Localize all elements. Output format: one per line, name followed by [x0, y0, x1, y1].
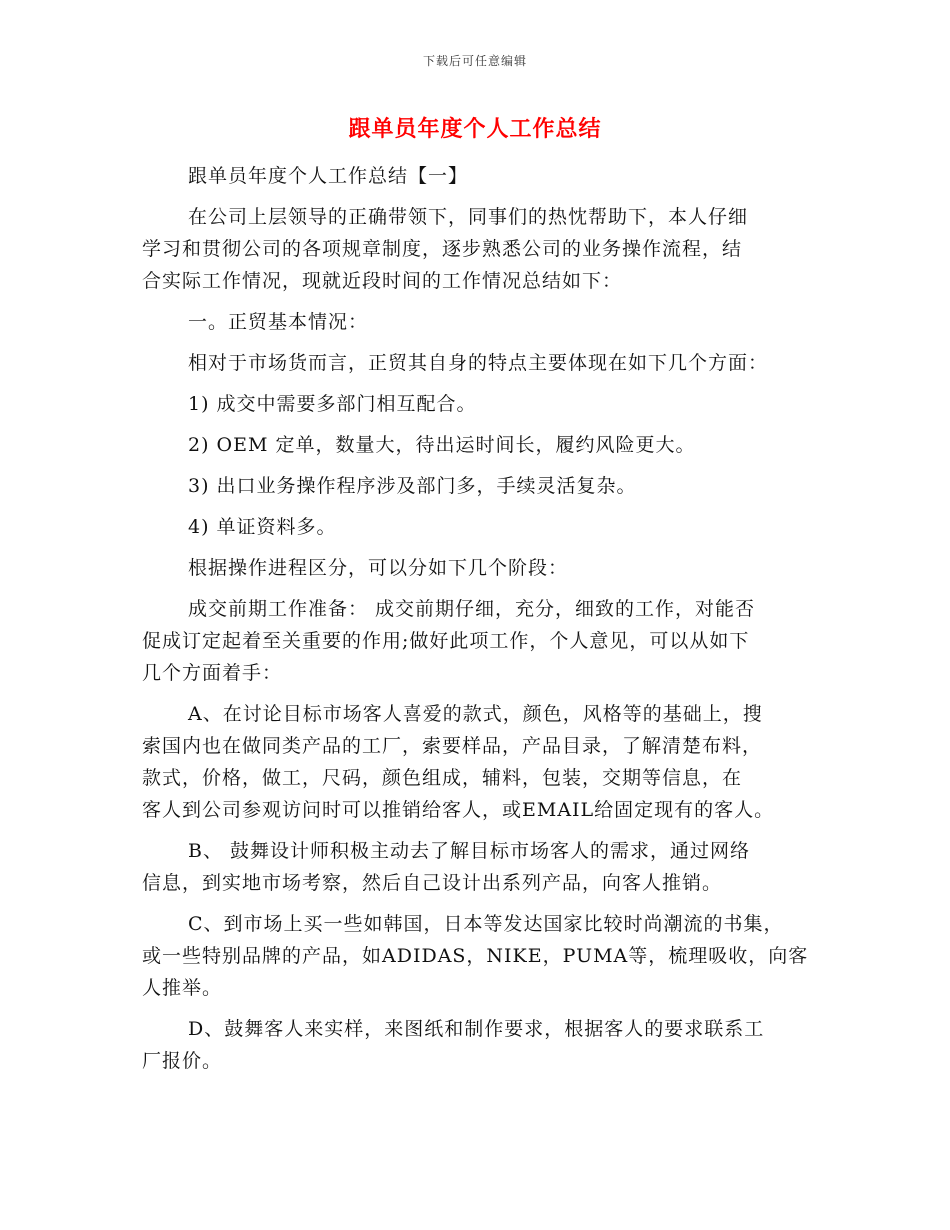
paragraph [142, 388, 822, 420]
paragraph [142, 593, 822, 689]
paragraph [142, 552, 822, 584]
paragraph-line: C、到市场上买一些如韩国，日本等发达国家比较时尚潮流的书集， [188, 913, 784, 935]
paragraph-line: 或一些特别品牌的产品，如ADIDAS，NIKE，PUMA等，梳理吸收，向客 [142, 945, 809, 967]
paragraph-line: 2) OEM 定单，数量大，待出运时间长，履约风险更大。 [188, 434, 696, 456]
paragraph-line: 人推举。 [142, 977, 223, 999]
paragraph-line: 客人到公司参观访问时可以推销给客人，或EMAIL给固定现有的客人。 [142, 799, 775, 821]
paragraph-line: 合实际工作情况，现就近段时间的工作情况总结如下： [142, 270, 623, 292]
paragraph-line: B、 鼓舞设计师积极主动去了解目标市场客人的需求，通过网络 [188, 840, 751, 862]
paragraph-line: 1) 成交中需要多部门相互配合。 [188, 393, 477, 415]
paragraph [142, 511, 822, 543]
paragraph-line: 一。正贸基本情况： [188, 311, 369, 333]
paragraph-line: 3) 出口业务操作程序涉及部门多，手续灵活复杂。 [188, 475, 637, 497]
paragraph [142, 835, 822, 899]
paragraph-line: 款式，价格，做工，尺码，颜色组成，辅料，包装，交期等信息，在 [142, 767, 743, 789]
paragraph-line: 促成订定起着至关重要的作用;做好此项工作，个人意见，可以从如下 [142, 630, 750, 652]
paragraph [142, 698, 822, 826]
paragraph-line: 相对于市场货而言，正贸其自身的特点主要体现在如下几个方面： [188, 352, 769, 374]
paragraph [142, 908, 822, 1004]
paragraph [142, 429, 822, 461]
paragraph-line: 在公司上层领导的正确带领下，同事们的热忱帮助下，本人仔细 [188, 206, 749, 228]
paragraph-line: 几个方面着手： [142, 662, 283, 684]
header-note: 下载后可任意编辑 [422, 54, 527, 68]
paragraph-line: 索国内也在做同类产品的工厂，索要样品，产品目录，了解清楚布料， [142, 735, 763, 757]
paragraph-line: 4) 单证资料多。 [188, 516, 337, 538]
document-title: 跟单员年度个人工作总结 [348, 117, 602, 142]
paragraph [142, 201, 822, 297]
paragraph-line: 根据操作进程区分，可以分如下几个阶段： [188, 557, 569, 579]
paragraph-line: 学习和贯彻公司的各项规章制度，逐步熟悉公司的业务操作流程，结 [142, 238, 743, 260]
paragraph [142, 1013, 822, 1077]
paragraph-line: 厂报价。 [142, 1050, 223, 1072]
paragraph [142, 160, 822, 192]
paragraph-line: 成交前期工作准备： 成交前期仔细，充分，细致的工作，对能否 [188, 598, 756, 620]
paragraph-line: A、在讨论目标市场客人喜爱的款式，颜色，风格等的基础上，搜 [188, 703, 763, 725]
paragraph [142, 470, 822, 502]
paragraph [142, 347, 822, 379]
paragraph-line: D、鼓舞客人来实样，来图纸和制作要求，根据客人的要求联系工 [188, 1018, 765, 1040]
document-body [142, 160, 822, 1086]
paragraph-line: 信息，到实地市场考察，然后自己设计出系列产品，向客人推销。 [142, 872, 723, 894]
paragraph-line: 跟单员年度个人工作总结【一】 [188, 165, 469, 187]
paragraph [142, 306, 822, 338]
